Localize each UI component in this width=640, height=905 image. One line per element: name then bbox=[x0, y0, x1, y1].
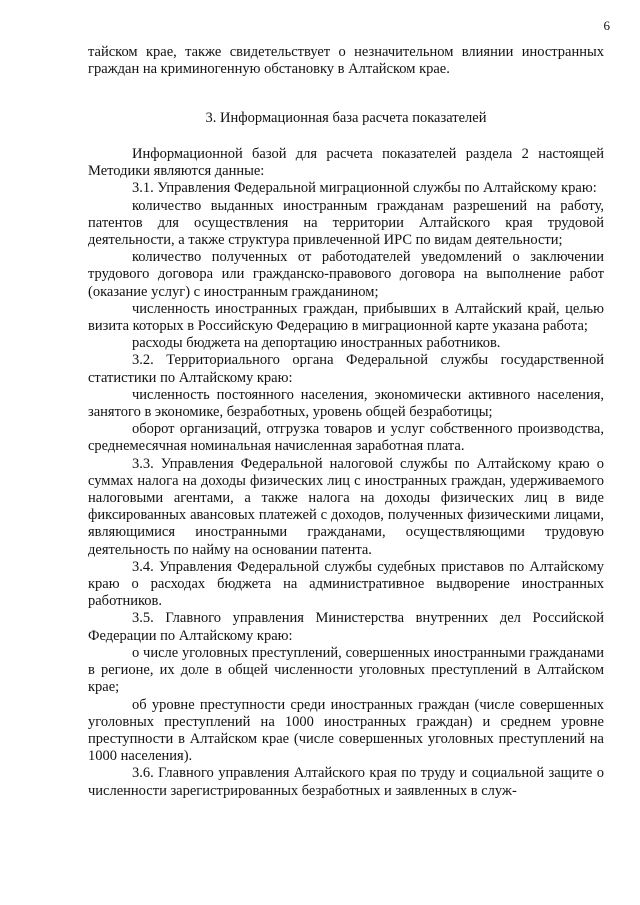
paragraph: об уровне преступности среди иностранных граждан (числе совершенных уголовных преступлений на 1000 иностранных граждан) и среднем уровне преступности в Алтайском крае (числе совершенных уголовных преступлений на 1000 населения). bbox=[88, 696, 604, 765]
paragraph: 3.2. Территориального органа Федеральной службы государственной статистики по Алтайскому краю: bbox=[88, 352, 604, 386]
paragraph: 3.6. Главного управления Алтайского края по труду и социальной защите о численности зарегистрированных безработных и заявленных в служ- bbox=[88, 765, 604, 799]
intro-paragraph-block bbox=[88, 44, 604, 78]
page-number: 6 bbox=[603, 18, 610, 33]
paragraph: 3.4. Управления Федеральной службы судебных приставов по Алтайскому краю о расходах бюджета на административное выдворение иностранных работников. bbox=[88, 558, 604, 610]
paragraph: численность иностранных граждан, прибывших в Алтайский край, целью визита которых в Российскую Федерацию в миграционной карте указана работа; bbox=[88, 300, 604, 335]
paragraph: 3.3. Управления Федеральной налоговой службы по Алтайскому краю о суммах налога на доходы физических лиц с иностранных граждан, удерживаемого налоговыми агентами, а также налога на доходы физических лиц в виде фиксированных авансовых платежей с доходов, полученных физическими лицами, являющимися иностранными гражданами, осуществляющими трудовую деятельность по найму на основании патента. bbox=[88, 455, 604, 558]
paragraph: 3.1. Управления Федеральной миграционной службы по Алтайскому краю: bbox=[132, 180, 597, 197]
paragraph: расходы бюджета на депортацию иностранных работников. bbox=[132, 335, 501, 352]
paragraph: 3.5. Главного управления Министерства внутренних дел Российской Федерации по Алтайскому краю: bbox=[88, 610, 604, 644]
paragraph: Информационной базой для расчета показателей раздела 2 настоящей Методики являются данные: bbox=[88, 146, 604, 180]
paragraph: о числе уголовных преступлений, совершенных иностранными гражданами в регионе, их доле в общей численности уголовных преступлений в Алтайском крае; bbox=[88, 644, 604, 696]
paragraph: оборот организаций, отгрузка товаров и услуг собственного производства, среднемесячная номинальная начисленная заработная плата. bbox=[88, 421, 604, 455]
paragraph: количество выданных иностранным гражданам разрешений на работу, патентов для осуществления на территории Алтайского края трудовой деятельности, а также структура привлеченной ИРС по видам деятельности; bbox=[88, 197, 604, 249]
section-body bbox=[88, 146, 604, 800]
paragraph: количество полученных от работодателей уведомлений о заключении трудового договора или гражданско-правового договора на выполнение работ (оказание услуг) с иностранным гражданином; bbox=[88, 249, 604, 300]
intro-paragraph: тайском крае, также свидетельствует о незначительном влиянии иностранных граждан на криминогенную обстановку в Алтайском крае. bbox=[88, 44, 604, 78]
paragraph: численность постоянного населения, экономически активного населения, занятого в экономике, безработных, уровень общей безработицы; bbox=[88, 386, 604, 421]
section-heading: 3. Информационная база расчета показателей bbox=[205, 110, 487, 126]
